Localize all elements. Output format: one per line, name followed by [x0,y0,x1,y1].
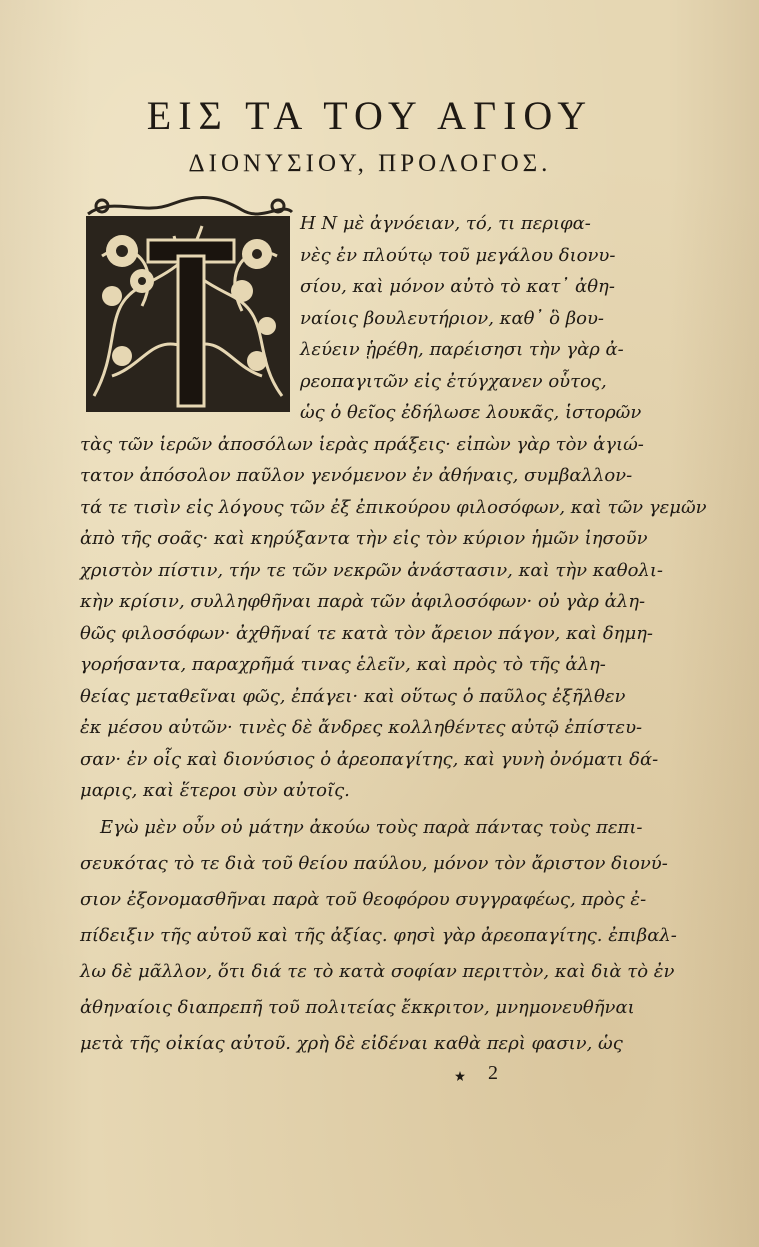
text-line: σιον ἐξονομασθῆναι παρὰ τοῦ θεοφόρου συγγραφέως, πρὸς ἐ- [80,889,647,910]
page-subtitle: ΔΙΟΝΥΣΙΟΥ, ΠΡΟΛΟΓΟΣ. [188,150,552,177]
text-line: μετὰ τῆς οἰκίας αὐτοῦ. χρὴ δὲ εἰδέναι καθὰ περὶ φασιν, ὡς [80,1033,623,1054]
signature-mark: 2 [488,1062,498,1084]
text-line: τατον ἀπόσολον παῦλον γενόμενον ἐν ἀθήναις, συμβαλλον- [80,465,633,486]
text-line: ἀθηναίοις διαπρεπῆ τοῦ πολιτείας ἔκκριτον, μνημονευθῆναι [80,997,635,1018]
text-line: Η Ν μὲ ἀγνόειαν, τό, τι περιφα- [300,213,591,234]
text-line: ρεοπαγιτῶν εἰς ἐτύγχανεν οὗτος, [300,370,607,392]
text-line: λεύειν ᾑρέθη, παρέισησι τὴν γὰρ ἀ- [300,339,624,360]
text-line: θῶς φιλοσόφων· ἀχθῆναί τε κατὰ τὸν ἄρειον πάγον, καὶ δημη- [80,622,654,644]
text-line: ὡς ὁ θεῖος ἐδήλωσε λουκᾶς, ἱστορῶν [300,402,642,423]
text-line: μαρις, καὶ ἕτεροι σὺν αὐτοῖς. [80,780,350,801]
text-line: τὰς τῶν ἱερῶν ἀποσόλων ἱερὰς πράξεις· εἰπὼν γὰρ τὸν ἁγιώ- [80,433,644,455]
text-line: πίδειξιν τῆς αὐτοῦ καὶ τῆς ἀξίας. φησὶ γὰρ ἀρεοπαγίτης. ἐπιβαλ- [80,925,677,946]
signature-star-icon [455,1071,465,1081]
text-line: κὴν κρίσιν, συλληφθῆναι παρὰ τῶν ἀφιλοσόφων· οὐ γὰρ ἀλη- [80,591,646,612]
decorated-initial-t-icon [82,196,294,416]
page-title: ΕΙΣ ΤΑ ΤΟΥ ΑΓΙΟΥ [146,93,594,138]
text-line: ἀπὸ τῆς σοᾶς· καὶ κηρύξαντα τὴν εἰς τὸν κύριον ἡμῶν ἰησοῦν [80,528,648,549]
text-line: χριστὸν πίστιν, τήν τε τῶν νεκρῶν ἀνάστασιν, καὶ τὴν καθολι- [80,559,663,581]
text-line: Εγὼ μὲν οὖν οὐ μάτην ἀκούω τοὺς παρὰ πάντας τοὺς πεπι- [100,817,643,838]
text-line: τά τε τισὶν εἰς λόγους τῶν ἐξ ἐπικούρου φιλοσόφων, καὶ τῶν γεμῶν [80,496,707,518]
text-line: θείας μεταθεῖναι φῶς, ἐπάγει· καὶ οὕτως ὁ παῦλος ἐξῆλθεν [80,685,626,707]
text-line: ἐκ μέσου αὐτῶν· τινὲς δὲ ἄνδρες κολληθέντες αὐτῷ ἐπίστευ- [80,717,643,738]
text-line: σίου, καὶ μόνον αὐτὸ τὸ κατ᾽ ἀθη- [300,276,615,297]
text-line: λω δὲ μᾶλλον, ὅτι διά τε τὸ κατὰ σοφίαν περιττὸν, καὶ διὰ τὸ ἐν [80,961,675,982]
text-line: σευκότας τὸ τε διὰ τοῦ θείου παύλου, μόνον τὸν ἄριστον διονύ- [80,853,668,874]
text-line: ναίοις βουλευτήριον, καθ᾽ ὃ βου- [300,307,604,329]
text-line: σαν· ἐν οἷς καὶ διονύσιος ὁ ἀρεοπαγίτης, καὶ γυνὴ ὀνόματι δά- [80,748,659,770]
text-line: νὲς ἐν πλούτῳ τοῦ μεγάλου διονυ- [300,244,616,266]
text-line: γορήσαντα, παραχρῆμά τινας ἑλεῖν, καὶ πρὸς τὸ τῆς ἀλη- [80,654,606,675]
